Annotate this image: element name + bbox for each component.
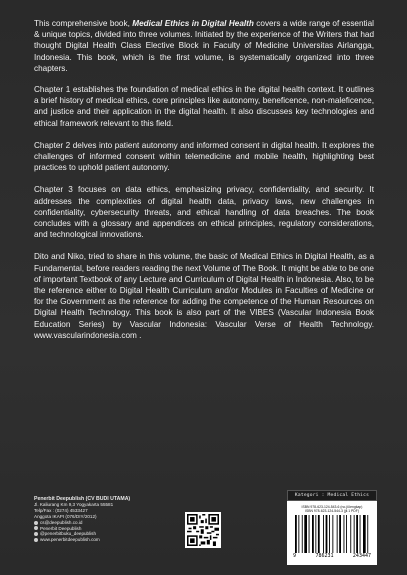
contact-facebook: Penerbit Deepublish — [34, 526, 194, 532]
qr-code — [185, 512, 221, 548]
publisher-membership: Anggota IKAPI (076/DIY/2012) — [34, 514, 97, 519]
intro-paragraph — [34, 18, 374, 74]
contact-website: www.penerbitdeepublish.com — [34, 537, 194, 543]
closing-paragraph: Dito and Niko, tried to share in this volume, the basic of Medical Ethics in Digital Health, as a Fundamental, before readers reading the next Volume of The Book. It might be able to be one of important Textbook of any Lecture and Curriculum of Digital Health in Indonesia. Also, to be the reference either to Digital Health Curriculum and/or Modules in Faculties of Medicine or for the Government as the reference for adding the competence of the Human Resources on Digital Health Technology. This book is also part of the VIBES (Vascular Indonesia Book Education Series) by Vascular Indonesia: Vascular Verse of Health Technology. www.vascularindonesia.com . — [34, 252, 374, 340]
chapter2-paragraph: Chapter 2 delves into patient autonomy and informed consent in digital health. It explores the challenges of informed consent within telemedicine and mobile health, highlighting best practices to uphold patient autonomy. — [34, 140, 374, 173]
contact-email: cs@deepublish.co.id — [34, 520, 194, 526]
qr-code-graphic — [187, 514, 219, 546]
barcode-graphic — [292, 515, 372, 553]
contact-instagram: @penerbitbuku_deepublish — [34, 531, 194, 537]
barcode-digits-left: 786231 — [315, 553, 334, 560]
book-title-emphasis: Medical Ethics in Digital Health — [132, 19, 254, 28]
barcode-digits — [292, 553, 372, 559]
email-icon — [34, 521, 38, 525]
publisher-info — [34, 496, 194, 543]
publisher-name: Penerbit Deepublish (CV BUDI UTAMA) — [34, 496, 131, 502]
category-label: Kategori : Medical Ethics — [287, 490, 377, 501]
blurb — [34, 18, 374, 352]
barcode-digits-right: 243447 — [352, 553, 371, 560]
globe-icon — [34, 538, 38, 542]
publisher-phone: Telp/Fax : (0274) 4533427 — [34, 508, 88, 514]
publisher-address: Jl. Kaliurang Km 9,3 Yogyakarta 55581 — [34, 502, 114, 508]
facebook-icon — [34, 526, 38, 530]
chapter1-paragraph: Chapter 1 establishes the foundation of medical ethics in the digital health context. It outlines a brief history of medical ethics, core principles like autonomy, beneficence, non-maleficence, and justice and their application in the digital health. It also discusses key technologies and ethical framework relevant to this field. — [34, 85, 374, 128]
isbn-print: ISBN 978-623-124-543-6 (no.jil.lengkap) — [301, 505, 363, 509]
isbn-barcode-block — [287, 501, 377, 565]
intro-text-start: This comprehensive book, — [34, 19, 133, 28]
chapter3-paragraph: Chapter 3 focuses on data ethics, emphasizing privacy, confidentiality, and security. It addresses the complexities of digital health data, privacy laws, new challenges in confidentiality, cybersecurity threats, and ethical handling of data breaches. The book concludes with a glossary and appendices on ethical principles, regulatory considerations, and technological innovations. — [34, 185, 374, 240]
intro-text-rest: covers a wide range of essential & unique topics, divided into three volumes. Initiated by the experience of the Writers that had thought Digital Health Class Elective Block in Faculty of Medicine Universitas Airlangga, Indonesia. This book, which is the first volume, is systematically organized into three chapters. — [34, 19, 374, 73]
barcode-digit-prefix: 9 — [293, 553, 297, 560]
instagram-icon — [34, 532, 38, 536]
isbn-pdf: ISBN 978-623-124-544-3 (jil.1 PDF) — [305, 509, 359, 514]
